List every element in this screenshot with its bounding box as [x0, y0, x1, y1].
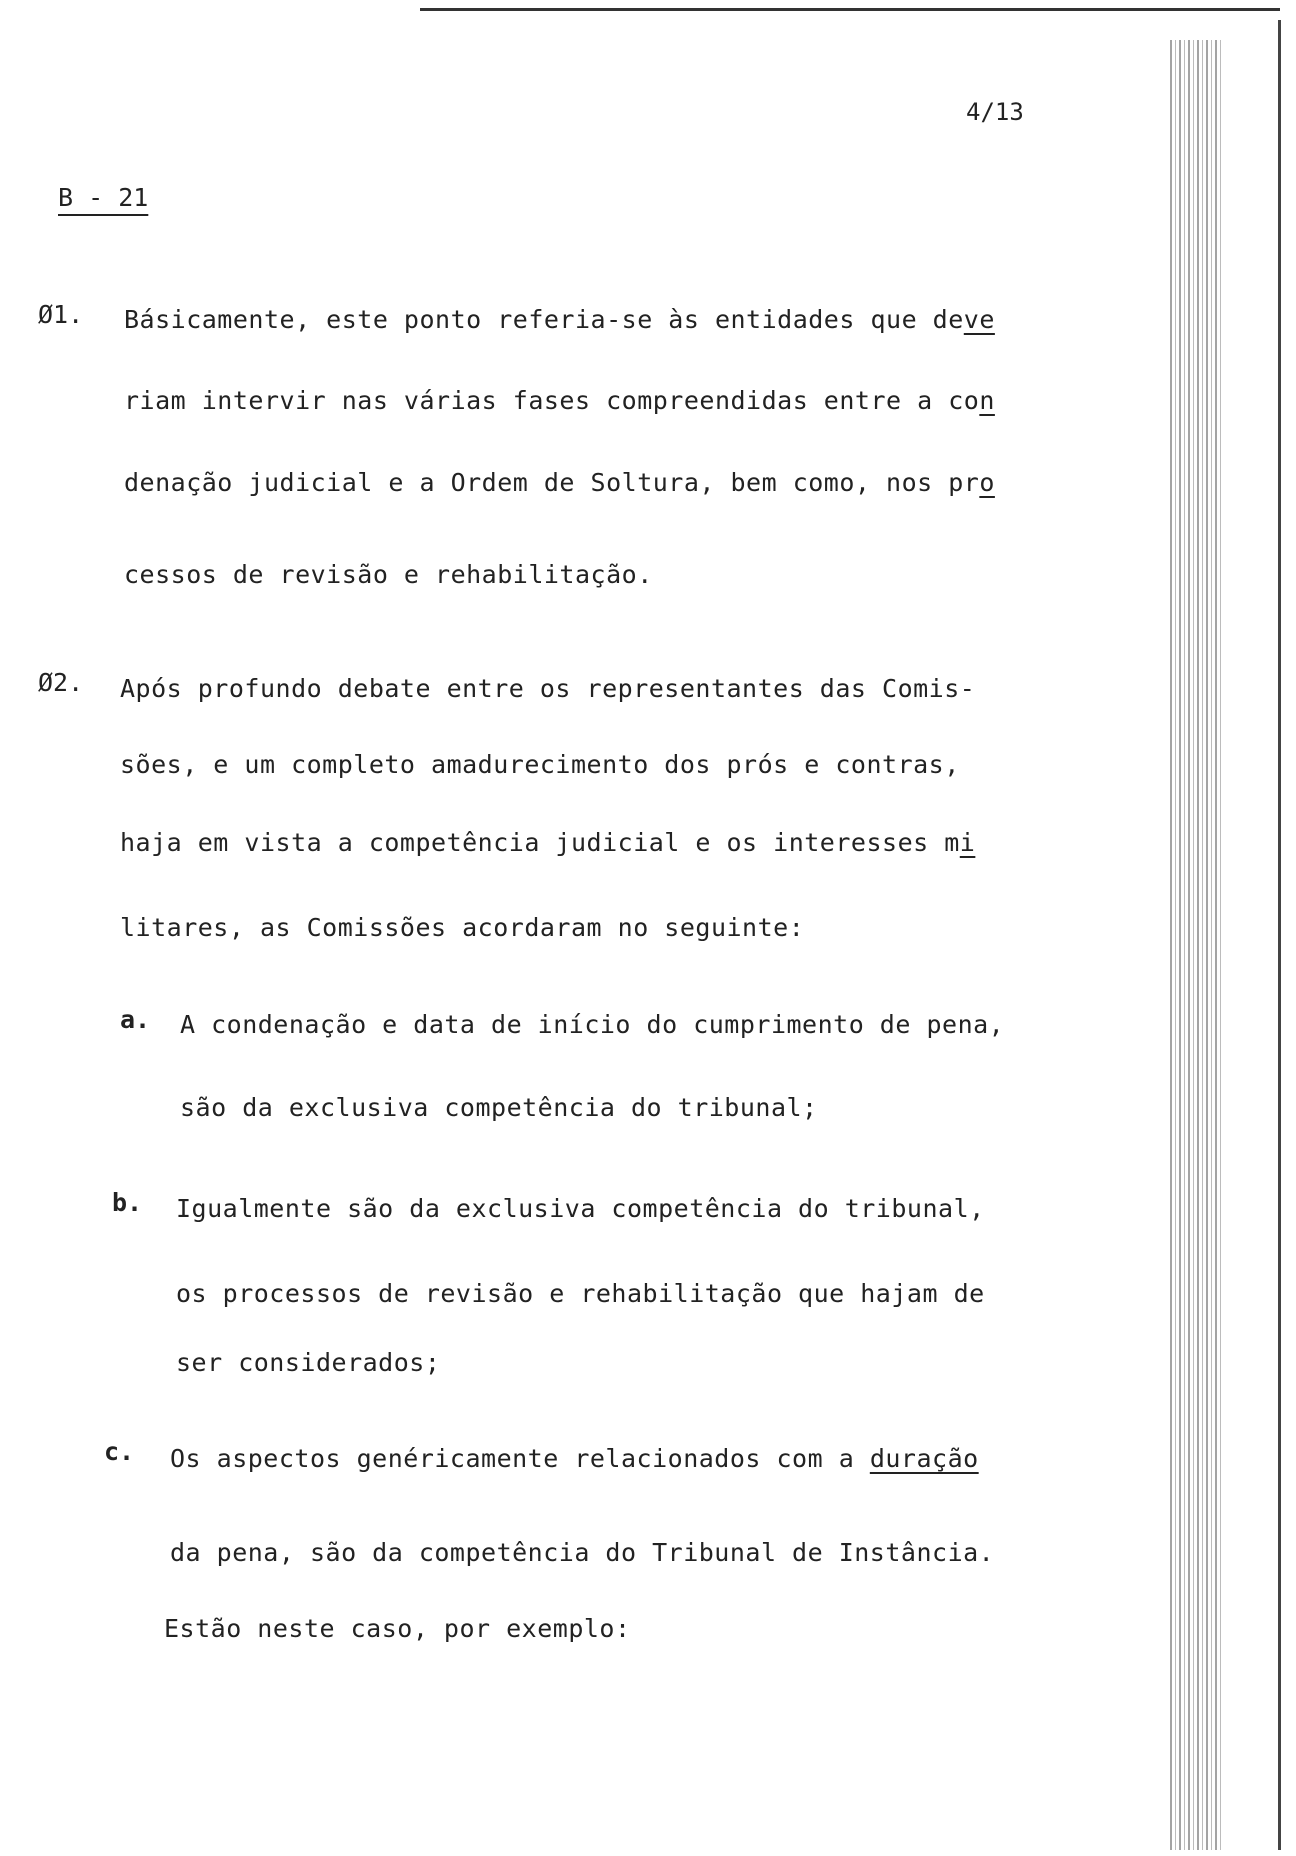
- item-line: Estão neste caso, por exemplo:: [164, 1614, 631, 1643]
- section-heading: B - 21: [58, 183, 149, 212]
- item-line: da pena, são da competência do Tribunal de Instância.: [170, 1538, 995, 1567]
- item-line: os processos de revisão e rehabilitação que hajam de: [176, 1279, 985, 1308]
- paragraph-line: sões, e um completo amadurecimento dos prós e contras,: [120, 750, 960, 779]
- scan-right-edge: [1278, 20, 1281, 1850]
- paragraph-line: denação judicial e a Ordem de Soltura, bem como, nos pro: [124, 468, 995, 497]
- item-line: são da exclusiva competência do tribunal;: [180, 1093, 818, 1122]
- scan-margin-shadow: [1170, 40, 1222, 1850]
- section-number: Ø1.: [38, 300, 84, 329]
- item-line: Os aspectos genéricamente relacionados com a duração: [170, 1444, 979, 1473]
- scan-top-edge: [420, 8, 1280, 11]
- paragraph-line: riam intervir nas várias fases compreendidas entre a con: [124, 386, 995, 415]
- paragraph-line: haja em vista a competência judicial e os interesses mi: [120, 828, 976, 857]
- item-line: A condenação e data de início do cumprimento de pena,: [180, 1010, 1005, 1039]
- page-number: 4/13: [966, 98, 1024, 126]
- item-line: ser considerados;: [176, 1348, 441, 1377]
- paragraph-line: Após profundo debate entre os representantes das Comis-: [120, 674, 976, 703]
- paragraph-line: Básicamente, este ponto referia-se às entidades que deve: [124, 305, 995, 334]
- paragraph-line: litares, as Comissões acordaram no seguinte:: [120, 913, 805, 942]
- paragraph-line: cessos de revisão e rehabilitação.: [124, 560, 653, 589]
- item-line: Igualmente são da exclusiva competência do tribunal,: [176, 1194, 985, 1223]
- item-label: b.: [112, 1188, 143, 1217]
- section-number: Ø2.: [38, 668, 84, 697]
- item-label: a.: [120, 1005, 151, 1034]
- item-label: c.: [104, 1437, 135, 1466]
